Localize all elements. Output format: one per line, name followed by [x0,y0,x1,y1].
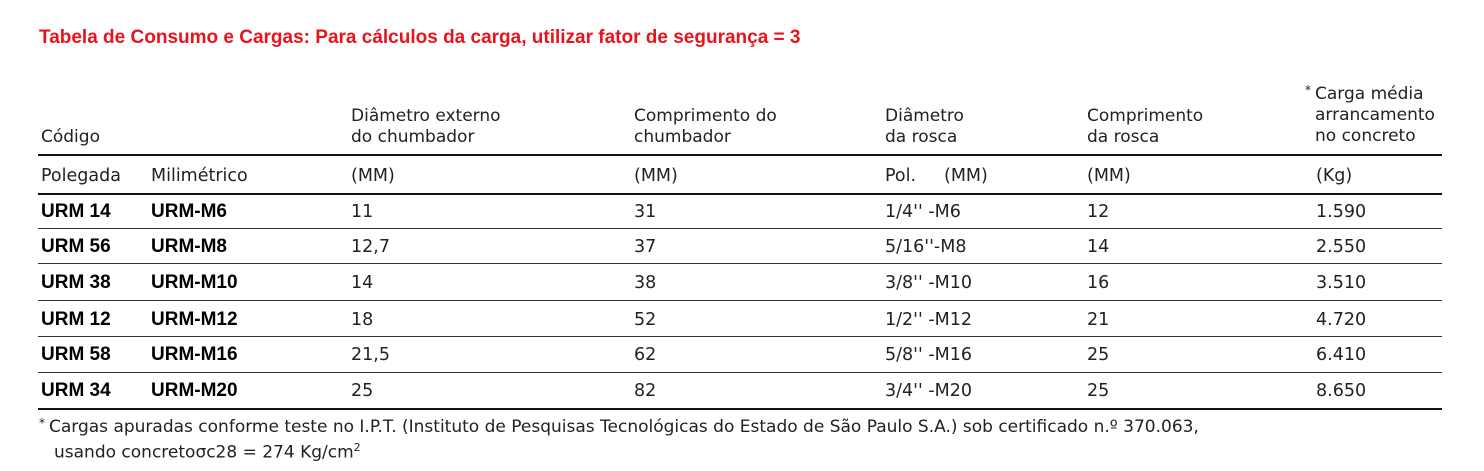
row-divider [38,228,1442,229]
header-codigo: Código [41,127,100,147]
header-comprimento-chumbador: Comprimento do chumbador [634,106,777,147]
unit-polegada: Polegada [41,166,121,186]
footnote-line-1: * Cargas apuradas conforme teste no I.P.T. (Instituto de Pesquisas Tecnológicas do Estado de São Paulo S.A.) sob certificado n.º 370.063, [39,416,1199,437]
unit-mm-diametro: (MM) [351,166,395,186]
header-comprimento-rosca: Comprimento da rosca [1087,106,1204,147]
unit-mm-comprimento: (MM) [634,166,678,186]
asterisk-mark: * [1305,83,1311,97]
footnote-line-2: usando concretoσc28 = 274 $Kg/cm^2$ [54,441,361,463]
header-rule [38,154,1442,156]
unit-milimetrico: Milimétrico [151,166,248,186]
row-divider [38,336,1442,337]
row-divider [38,300,1442,301]
asterisk-mark: * [39,416,45,430]
unit-pol: Pol. [885,166,917,186]
table-bottom-rule [38,408,1442,410]
unit-kg: (Kg) [1316,166,1353,186]
header-diametro-externo: Diâmetro externo do chumbador [351,106,501,147]
unit-mm-comprimento-rosca: (MM) [1087,166,1131,186]
unit-mm-rosca: (MM) [944,166,988,186]
row-divider [38,372,1442,373]
row-divider [38,263,1442,264]
table-title: Tabela de Consumo e Cargas: Para cálculos da carga, utilizar fator de segurança = 3 [39,27,801,48]
units-rule [38,193,1442,195]
header-carga-media: * Carga média arrancamento no concreto [1305,83,1435,146]
header-diametro-rosca: Diâmetro da rosca [885,106,964,147]
